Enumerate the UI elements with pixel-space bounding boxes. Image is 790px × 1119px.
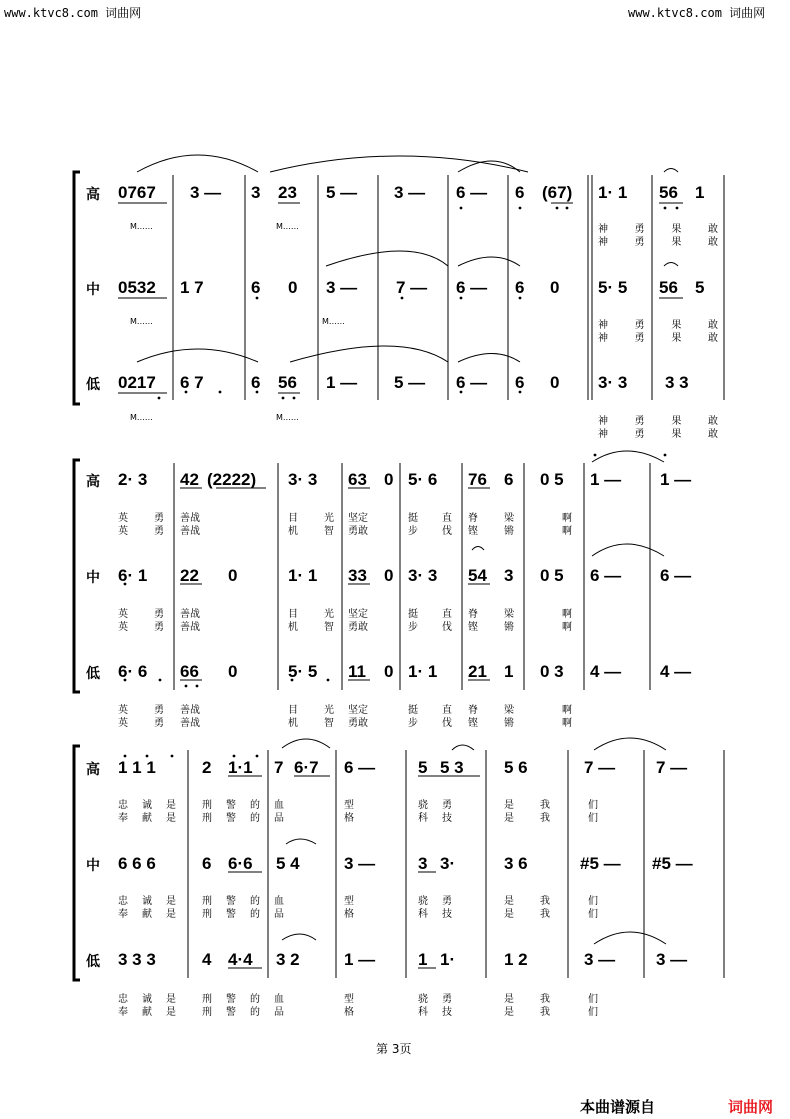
note-group: 6 — <box>344 758 376 777</box>
note-group: 5· 6 <box>408 470 438 489</box>
note-group: 1 7 <box>180 278 204 297</box>
note-group: 3 2 <box>276 950 300 969</box>
breath-mark: M…… <box>130 413 153 422</box>
note-group: 6 7 <box>180 373 204 392</box>
lyric-line: 神 勇 果 敢 <box>598 237 718 248</box>
breath-mark: M…… <box>276 222 299 231</box>
note-group: (2222) <box>207 470 257 489</box>
lyric-line: 神 勇 果 敢 <box>598 416 718 427</box>
note-group: 1 — <box>660 470 692 489</box>
note-group: 6 <box>515 278 525 297</box>
note-group: 0 <box>228 662 238 681</box>
breath-mark: M…… <box>276 413 299 422</box>
note-group: 54 <box>468 566 487 585</box>
note-group: 3· <box>440 854 456 873</box>
note-group: #5 — <box>580 854 621 873</box>
note-group: 3· 3 <box>598 373 628 392</box>
brand-logo-text: 词曲网 <box>728 1098 774 1116</box>
note-group: 11 <box>348 662 366 681</box>
note-group: 6 <box>202 854 212 873</box>
note-group: 1 — <box>344 950 376 969</box>
note-group: 1 2 <box>504 950 528 969</box>
note-group: 0532 <box>118 278 156 297</box>
note-group: 0 3 <box>540 662 564 681</box>
voice-label-mid: 中 <box>86 570 100 586</box>
note-group: 5 3 <box>440 758 464 777</box>
note-group: 6 <box>251 278 261 297</box>
note-group: 3 <box>251 183 261 202</box>
page-number: 第 3页 <box>376 1042 412 1056</box>
voice-label-low: 低 <box>86 954 100 970</box>
note-group: 4 — <box>660 662 692 681</box>
lyric-line: 神 勇 果 敢 <box>598 224 718 235</box>
note-group: 76 <box>468 470 487 489</box>
note-group: 3 <box>418 854 428 873</box>
note-group: 4 <box>202 950 212 969</box>
voice-label-low: 低 <box>86 377 100 393</box>
note-group: 1·1 <box>228 758 253 777</box>
voice-label-high: 高 <box>86 474 100 490</box>
voice-label-mid: 中 <box>86 282 100 298</box>
note-group: 6 6 6 <box>118 854 156 873</box>
note-group: 33 <box>348 566 367 585</box>
note-group: 6 — <box>456 278 488 297</box>
note-group: 7 <box>274 758 284 777</box>
note-group: 1 1 1 <box>118 758 156 777</box>
note-group: 56 <box>659 183 678 202</box>
watermark-right: www.ktvc8.com 词曲网 <box>628 6 766 20</box>
note-group: 5 <box>418 758 428 777</box>
note-group: 6·7 <box>294 758 319 777</box>
note-group: 7 — <box>396 278 428 297</box>
note-group: 1· <box>440 950 456 969</box>
lyric-line: 神 勇 果 敢 <box>598 429 718 440</box>
note-group: 6· 1 <box>118 566 148 585</box>
note-group: 1· 1 <box>288 566 318 585</box>
note-group: 3 — <box>656 950 688 969</box>
note-group: 0 <box>550 373 560 392</box>
note-group: 1· 1 <box>408 662 438 681</box>
note-group: 5 — <box>326 183 358 202</box>
voice-label-low: 低 <box>86 666 100 682</box>
note-group: 23 <box>278 183 297 202</box>
note-group: 42 <box>180 470 199 489</box>
note-group: 22 <box>180 566 199 585</box>
note-group: 1 — <box>326 373 358 392</box>
lyric-line: 神 勇 果 敢 <box>598 320 718 331</box>
note-group: 0 5 <box>540 470 564 489</box>
note-group: 0 <box>550 278 560 297</box>
note-group: 6 <box>515 183 525 202</box>
note-group: 2· 3 <box>118 470 148 489</box>
note-group: 6 <box>504 470 514 489</box>
note-group: (67) <box>542 183 573 202</box>
note-group: 0217 <box>118 373 156 392</box>
note-group: 5· 5 <box>288 662 318 681</box>
note-group: 66 <box>180 662 199 681</box>
note-group: 5 — <box>394 373 426 392</box>
note-group: 3 6 <box>504 854 528 873</box>
note-group: 5· 5 <box>598 278 628 297</box>
note-group: 1 <box>504 662 514 681</box>
lyric-line: 神 勇 果 敢 <box>598 333 718 344</box>
note-group: 5 4 <box>276 854 300 873</box>
note-group: 3 — <box>190 183 222 202</box>
note-group: 5 <box>695 278 705 297</box>
note-group: 6 — <box>456 373 488 392</box>
note-group: 1 <box>418 950 428 969</box>
note-group: 21 <box>468 662 487 681</box>
note-group: 1 — <box>590 470 622 489</box>
voice-label-mid: 中 <box>86 858 100 874</box>
breath-mark: M…… <box>130 317 153 326</box>
note-group: 0 <box>384 470 394 489</box>
note-group: 63 <box>348 470 367 489</box>
note-group: #5 — <box>652 854 693 873</box>
note-group: 0 <box>288 278 298 297</box>
note-group: 3 — <box>344 854 376 873</box>
note-group: 6· 6 <box>118 662 148 681</box>
note-group: 4·4 <box>228 950 253 969</box>
note-group: 1· 1 <box>598 183 628 202</box>
note-group: 3· 3 <box>288 470 318 489</box>
note-group: 3· 3 <box>408 566 438 585</box>
note-group: 6 <box>515 373 525 392</box>
note-group: 3 <box>504 566 514 585</box>
note-group: 0767 <box>118 183 156 202</box>
note-group: 3 — <box>326 278 358 297</box>
watermark-left: www.ktvc8.com 词曲网 <box>4 6 142 20</box>
note-group: 56 <box>278 373 297 392</box>
note-group: 0 <box>384 566 394 585</box>
note-group: 0 <box>384 662 394 681</box>
note-group: 56 <box>659 278 678 297</box>
note-group: 7 — <box>656 758 688 777</box>
note-group: 6 — <box>456 183 488 202</box>
voice-label-high: 高 <box>86 187 100 203</box>
note-group: 3 — <box>584 950 616 969</box>
note-group: 3 3 <box>665 373 689 392</box>
note-group: 3 3 3 <box>118 950 156 969</box>
note-group: 6 — <box>660 566 692 585</box>
breath-mark: M…… <box>130 222 153 231</box>
note-group: 2 <box>202 758 212 777</box>
voice-label-high: 高 <box>86 762 100 778</box>
note-group: 1 <box>695 183 705 202</box>
note-group: 0 5 <box>540 566 564 585</box>
note-group: 6 — <box>590 566 622 585</box>
note-group: 6 <box>251 373 261 392</box>
note-group: 4 — <box>590 662 622 681</box>
note-group: 5 6 <box>504 758 528 777</box>
source-text: 本曲谱源自 <box>580 1098 656 1116</box>
note-group: 0 <box>228 566 238 585</box>
breath-mark: M…… <box>322 317 345 326</box>
note-group: 3 — <box>394 183 426 202</box>
note-group: 7 — <box>584 758 616 777</box>
note-group: 6·6 <box>228 854 253 873</box>
